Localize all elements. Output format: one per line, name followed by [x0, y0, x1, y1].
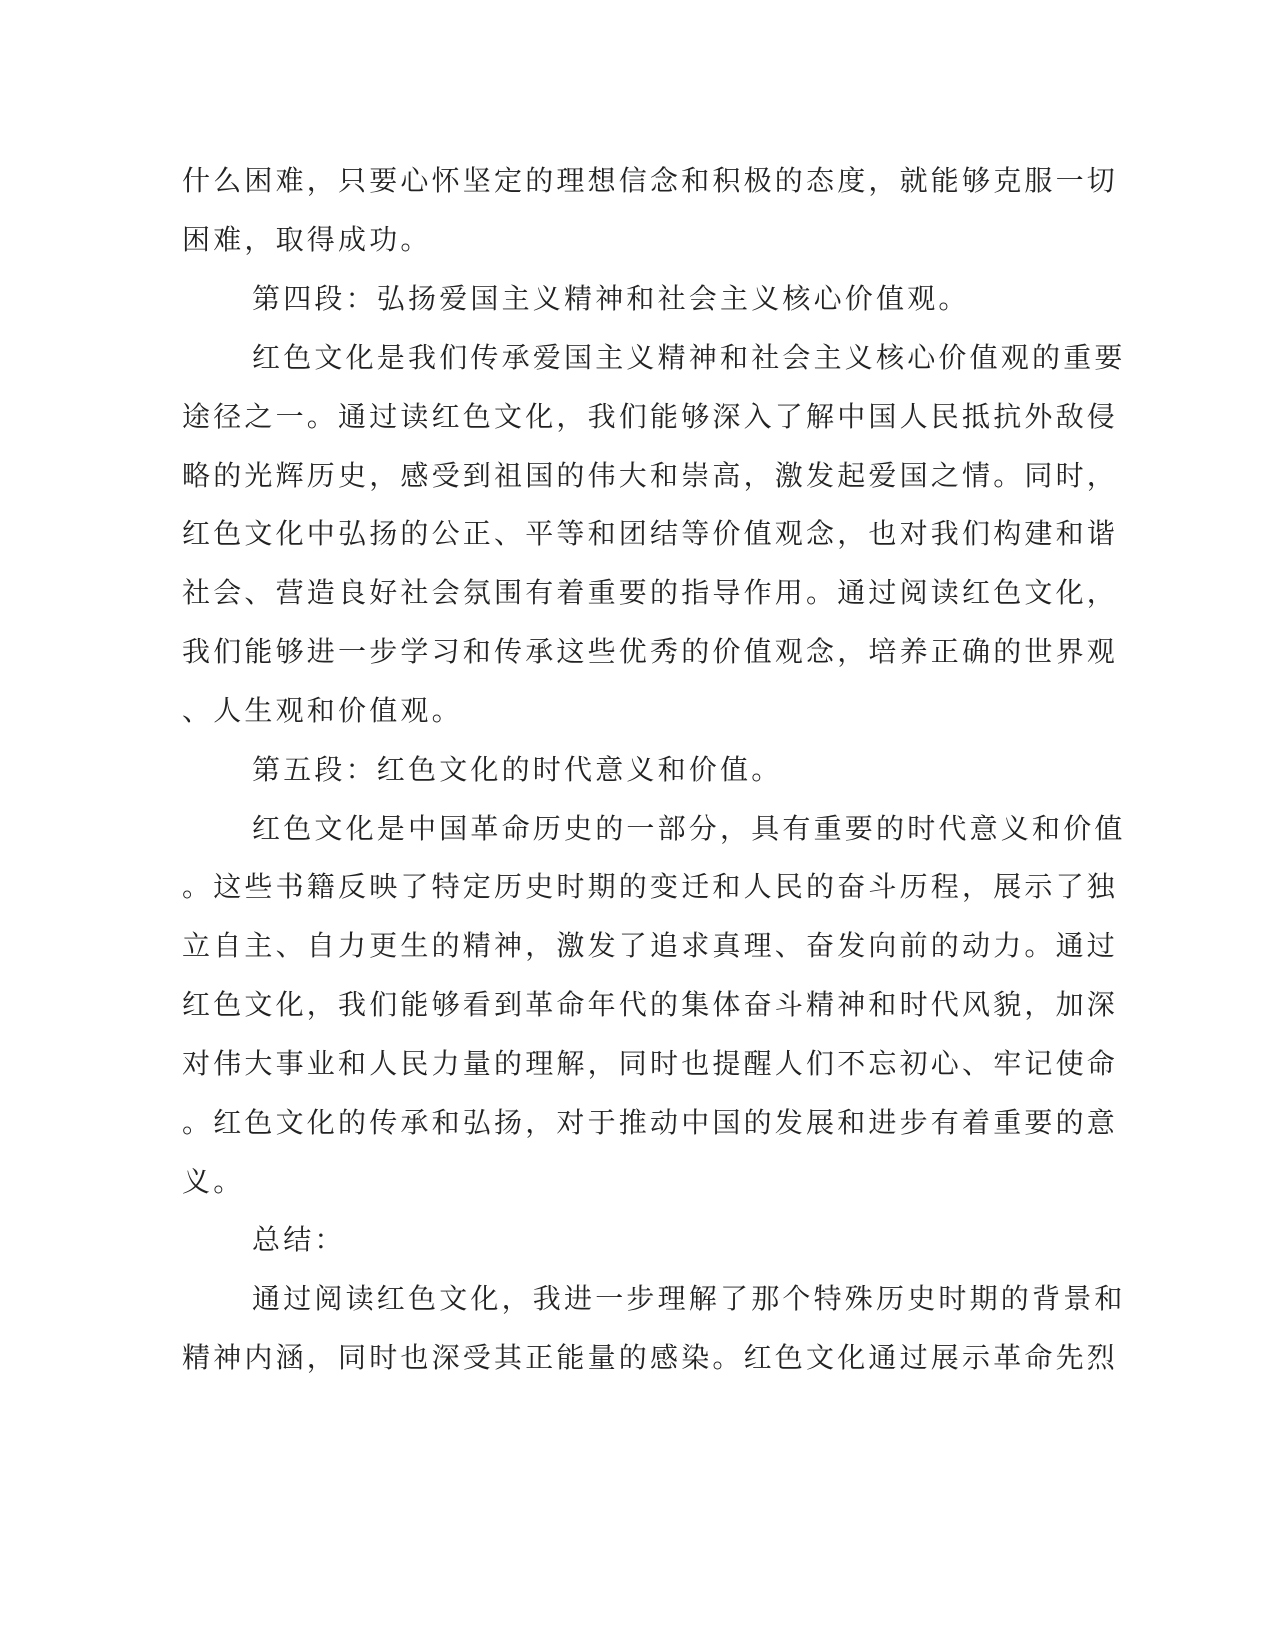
text-line: 什么困难，只要心怀坚定的理想信念和积极的态度，就能够克服一切 [182, 164, 1119, 197]
text-line: 通过阅读红色文化，我进一步理解了那个特殊历史时期的背景和 [252, 1282, 1126, 1315]
text-line: 立自主、自力更生的精神，激发了追求真理、奋发向前的动力。通过 [182, 929, 1119, 962]
summary-heading: 总结： [252, 1223, 346, 1256]
text-line: 困难，取得成功。 [182, 223, 432, 256]
text-line: 途径之一。通过读红色文化，我们能够深入了解中国人民抵抗外敌侵 [182, 400, 1119, 433]
section-heading-4: 第四段：弘扬爱国主义精神和社会主义核心价值观。 [252, 282, 970, 315]
text-line: 红色文化是我们传承爱国主义精神和社会主义核心价值观的重要 [252, 341, 1126, 374]
section-heading-5: 第五段：红色文化的时代意义和价值。 [252, 753, 783, 786]
text-line: 红色文化是中国革命历史的一部分，具有重要的时代意义和价值 [252, 812, 1126, 845]
text-line: 我们能够进一步学习和传承这些优秀的价值观念，培养正确的世界观 [182, 635, 1119, 668]
text-line: 。这些书籍反映了特定历史时期的变迁和人民的奋斗历程，展示了独 [182, 870, 1119, 903]
text-line: 社会、营造良好社会氛围有着重要的指导作用。通过阅读红色文化， [182, 576, 1119, 609]
text-line: 精神内涵，同时也深受其正能量的感染。红色文化通过展示革命先烈 [182, 1341, 1119, 1374]
text-line: 对伟大事业和人民力量的理解，同时也提醒人们不忘初心、牢记使命 [182, 1047, 1119, 1080]
text-line: 红色文化，我们能够看到革命年代的集体奋斗精神和时代风貌，加深 [182, 988, 1119, 1021]
text-line: 。红色文化的传承和弘扬，对于推动中国的发展和进步有着重要的意 [182, 1106, 1119, 1139]
text-line: 红色文化中弘扬的公正、平等和团结等价值观念，也对我们构建和谐 [182, 517, 1119, 550]
text-line: 、人生观和价值观。 [182, 694, 463, 727]
text-line: 义。 [182, 1165, 245, 1198]
text-line: 略的光辉历史，感受到祖国的伟大和崇高，激发起爱国之情。同时， [182, 459, 1119, 492]
